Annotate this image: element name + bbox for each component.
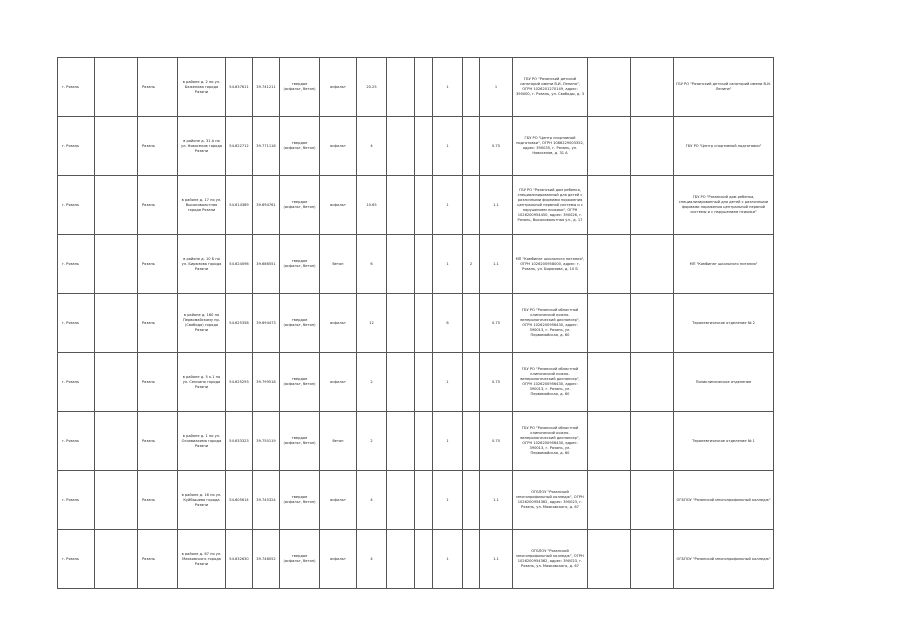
- volume-cell: 1.1: [480, 471, 513, 530]
- extra2-cell: [631, 235, 674, 294]
- containers-cell: [387, 176, 415, 235]
- count-cell: 6: [433, 294, 463, 353]
- address-cell: в районе д. 67 по ул. Маяковского города Рязани: [178, 530, 226, 589]
- locality-cell: г. Рязань: [58, 471, 95, 530]
- containers2-cell: [415, 176, 433, 235]
- extra2-cell: [631, 117, 674, 176]
- containers2-cell: [415, 294, 433, 353]
- containers2-cell: [415, 58, 433, 117]
- count-cell: 1: [433, 117, 463, 176]
- locality-cell: г. Рязань: [58, 117, 95, 176]
- longitude-cell: 39.694473: [253, 294, 280, 353]
- containers2-cell: [415, 353, 433, 412]
- extra-cell: [588, 235, 631, 294]
- volume-cell: 0.75: [480, 412, 513, 471]
- district-cell: [95, 176, 138, 235]
- extra-cell: [588, 294, 631, 353]
- surface-type-cell: твердое (асфальт, бетон): [280, 353, 320, 412]
- surface-material-cell: асфальт: [320, 471, 357, 530]
- longitude-cell: 39.748052: [253, 530, 280, 589]
- count-cell: 1: [433, 58, 463, 117]
- count2-cell: [463, 412, 480, 471]
- address-cell: в районе д. 16 по ул. Куйбышева города Рязани: [178, 471, 226, 530]
- count-cell: 1: [433, 412, 463, 471]
- count-cell: 1: [433, 353, 463, 412]
- count2-cell: 2: [463, 235, 480, 294]
- city-cell: Рязань: [138, 294, 178, 353]
- extra2-cell: [631, 294, 674, 353]
- volume-cell: 1.1: [480, 235, 513, 294]
- volume-cell: 0.75: [480, 353, 513, 412]
- table-row: [58, 530, 774, 589]
- containers-cell: [387, 235, 415, 294]
- count2-cell: [463, 58, 480, 117]
- surface-material-cell: бетон: [320, 412, 357, 471]
- containers2-cell: [415, 530, 433, 589]
- city-cell: Рязань: [138, 176, 178, 235]
- longitude-cell: 39.741211: [253, 58, 280, 117]
- longitude-cell: 39.694761: [253, 176, 280, 235]
- surface-type-cell: твердое (асфальт, бетон): [280, 58, 320, 117]
- volume-cell: 1.1: [480, 530, 513, 589]
- count2-cell: [463, 294, 480, 353]
- containers2-cell: [415, 117, 433, 176]
- district-cell: [95, 412, 138, 471]
- area-cell: 4: [357, 117, 387, 176]
- count2-cell: [463, 176, 480, 235]
- containers-cell: [387, 294, 415, 353]
- address-cell: в районе д. 160 по Первомайскому пр. (Свобода) города Рязани: [178, 294, 226, 353]
- surface-material-cell: асфальт: [320, 176, 357, 235]
- count2-cell: [463, 530, 480, 589]
- count2-cell: [463, 471, 480, 530]
- locality-cell: г. Рязань: [58, 412, 95, 471]
- extra2-cell: [631, 471, 674, 530]
- area-cell: 12: [357, 294, 387, 353]
- district-cell: [95, 58, 138, 117]
- latitude-cell: 54.625358: [226, 294, 253, 353]
- area-cell: 2: [357, 412, 387, 471]
- owner-cell: МП "Комбинат школьного питания", ОГРН 1026200958000, адрес: г. Рязань, ул. Бирюзова, д. 10 Б: [513, 235, 588, 294]
- city-cell: Рязань: [138, 235, 178, 294]
- city-cell: Рязань: [138, 353, 178, 412]
- surface-material-cell: бетон: [320, 235, 357, 294]
- latitude-cell: 54.633323: [226, 412, 253, 471]
- longitude-cell: 39.750119: [253, 412, 280, 471]
- table-row: [58, 353, 774, 412]
- surface-type-cell: твердое (асфальт, бетон): [280, 176, 320, 235]
- address-cell: в районе д. 5 к.1 по ул. Семчино города Рязани: [178, 353, 226, 412]
- district-cell: [95, 353, 138, 412]
- latitude-cell: 54.605614: [226, 471, 253, 530]
- table-row: [58, 176, 774, 235]
- surface-material-cell: асфальт: [320, 353, 357, 412]
- surface-material-cell: асфальт: [320, 294, 357, 353]
- address-cell: в районе д. 17 по ул. Высоковольтная города Рязани: [178, 176, 226, 235]
- source-cell: ОГБПОУ "Рязанский многопрофильный колледж": [674, 530, 774, 589]
- surface-type-cell: твердое (асфальт, бетон): [280, 530, 320, 589]
- table-row: [58, 294, 774, 353]
- count-cell: 1: [433, 176, 463, 235]
- locality-cell: г. Рязань: [58, 176, 95, 235]
- source-cell: МП "Комбинат школьного питания": [674, 235, 774, 294]
- source-cell: ГБУ РО "Рязанский дом ребенка, специализированный для детей с различными формами поражения центральной нервной системы и с нарушением психики": [674, 176, 774, 235]
- containers-cell: [387, 530, 415, 589]
- registry-table: [57, 57, 774, 589]
- owner-cell: ГБУ РО "Рязанский дом ребенка, специализированный для детей с различными формами поражения центральной нервной системы и с нарушением психики", ОГРН 1026200954450, адрес: 390026, г. Рязань, Высоковольтная ул., д. 17: [513, 176, 588, 235]
- district-cell: [95, 530, 138, 589]
- owner-cell: ГБУ РО "Рязанский детский санаторий имени В.И. Ленина", ОГРН 1026201270149, адрес: 390000, г. Рязань, ул. Свободы, д. 3: [513, 58, 588, 117]
- locality-cell: г. Рязань: [58, 235, 95, 294]
- count2-cell: [463, 353, 480, 412]
- surface-type-cell: твердое (асфальт, бетон): [280, 471, 320, 530]
- table-row: [58, 117, 774, 176]
- address-cell: в районе д. 31 А по ул. Новоселов города Рязани: [178, 117, 226, 176]
- longitude-cell: 39.686551: [253, 235, 280, 294]
- owner-cell: ГБУ РО "Рязанский областной клинический кожно-венерологический диспансер", ОГРН 1026200956430, адрес: 390013, г. Рязань, ул. Первомайская, д. 60: [513, 294, 588, 353]
- extra-cell: [588, 412, 631, 471]
- containers2-cell: [415, 412, 433, 471]
- owner-cell: ГБУ РО "Рязанский областной клинический кожно-венерологический диспансер", ОГРН 1026200956430, адрес: 390013, г. Рязань, ул. Первомайская, д. 60: [513, 412, 588, 471]
- surface-material-cell: асфальт: [320, 58, 357, 117]
- extra-cell: [588, 353, 631, 412]
- extra-cell: [588, 176, 631, 235]
- extra-cell: [588, 530, 631, 589]
- area-cell: 10.65: [357, 176, 387, 235]
- area-cell: 20.25: [357, 58, 387, 117]
- containers-cell: [387, 353, 415, 412]
- table-row: [58, 58, 774, 117]
- extra-cell: [588, 117, 631, 176]
- volume-cell: 1: [480, 58, 513, 117]
- table-row: [58, 471, 774, 530]
- table-row: [58, 235, 774, 294]
- volume-cell: 0.75: [480, 294, 513, 353]
- locality-cell: г. Рязань: [58, 530, 95, 589]
- table-row: [58, 412, 774, 471]
- source-cell: Терапевтическое отделение № 1: [674, 412, 774, 471]
- surface-material-cell: асфальт: [320, 117, 357, 176]
- district-cell: [95, 235, 138, 294]
- address-cell: в районе д. 10 Б по ул. Бирюзова города Рязани: [178, 235, 226, 294]
- longitude-cell: 39.771116: [253, 117, 280, 176]
- source-cell: ГБУ РО "Центр спортивной подготовки": [674, 117, 774, 176]
- extra-cell: [588, 58, 631, 117]
- latitude-cell: 54.624096: [226, 235, 253, 294]
- area-cell: 4: [357, 471, 387, 530]
- source-cell: Терапевтическое отделение № 2: [674, 294, 774, 353]
- latitude-cell: 54.632630: [226, 530, 253, 589]
- count-cell: 1: [433, 530, 463, 589]
- source-cell: ОГБПОУ "Рязанский многопрофильный колледж": [674, 471, 774, 530]
- longitude-cell: 39.745324: [253, 471, 280, 530]
- address-cell: в районе д. 1 по ул. Осоавиахима города Рязани: [178, 412, 226, 471]
- extra2-cell: [631, 530, 674, 589]
- address-cell: в районе д. 2 по ул. Баженова города Рязани: [178, 58, 226, 117]
- containers2-cell: [415, 471, 433, 530]
- city-cell: Рязань: [138, 530, 178, 589]
- locality-cell: г. Рязань: [58, 294, 95, 353]
- city-cell: Рязань: [138, 412, 178, 471]
- locality-cell: г. Рязань: [58, 58, 95, 117]
- containers-cell: [387, 471, 415, 530]
- volume-cell: 1.1: [480, 176, 513, 235]
- longitude-cell: 39.799518: [253, 353, 280, 412]
- latitude-cell: 54.622712: [226, 117, 253, 176]
- containers-cell: [387, 117, 415, 176]
- area-cell: 4: [357, 530, 387, 589]
- district-cell: [95, 294, 138, 353]
- city-cell: Рязань: [138, 117, 178, 176]
- district-cell: [95, 117, 138, 176]
- district-cell: [95, 471, 138, 530]
- owner-cell: ГБУ РО "Центр спортивной подготовки", ОГРН 1086229003352, адрес: 390035, г. Рязань, ул. Новоселов, д. 31 А: [513, 117, 588, 176]
- source-cell: ГБУ РО "Рязанский детский санаторий имени В.И. Ленина": [674, 58, 774, 117]
- source-cell: Поликлиническое отделение: [674, 353, 774, 412]
- surface-type-cell: твердое (асфальт, бетон): [280, 412, 320, 471]
- surface-type-cell: твердое (асфальт, бетон): [280, 235, 320, 294]
- extra2-cell: [631, 412, 674, 471]
- owner-cell: ГБУ РО "Рязанский областной клинический кожно-венерологический диспансер", ОГРН 1026200956430, адрес: 390013, г. Рязань, ул. Первомайская, д. 60: [513, 353, 588, 412]
- volume-cell: 0.75: [480, 117, 513, 176]
- surface-type-cell: твердое (асфальт, бетон): [280, 117, 320, 176]
- count2-cell: [463, 117, 480, 176]
- containers-cell: [387, 58, 415, 117]
- latitude-cell: 54.625293: [226, 353, 253, 412]
- owner-cell: ОГБПОУ "Рязанский многопрофильный колледж", ОГРН 1026200954362, адрес: 390023, г. Рязань, ул. Маяковского, д. 67: [513, 530, 588, 589]
- city-cell: Рязань: [138, 58, 178, 117]
- area-cell: 2: [357, 353, 387, 412]
- latitude-cell: 54.614389: [226, 176, 253, 235]
- containers2-cell: [415, 235, 433, 294]
- extra-cell: [588, 471, 631, 530]
- count-cell: 1: [433, 235, 463, 294]
- extra2-cell: [631, 176, 674, 235]
- extra2-cell: [631, 58, 674, 117]
- surface-material-cell: асфальт: [320, 530, 357, 589]
- containers-cell: [387, 412, 415, 471]
- locality-cell: г. Рязань: [58, 353, 95, 412]
- count-cell: 1: [433, 471, 463, 530]
- owner-cell: ОГБПОУ "Рязанский многопрофильный колледж", ОГРН 1026200954362, адрес: 390023, г. Рязань, ул. Маяковского, д. 67: [513, 471, 588, 530]
- city-cell: Рязань: [138, 471, 178, 530]
- extra2-cell: [631, 353, 674, 412]
- latitude-cell: 54.637611: [226, 58, 253, 117]
- area-cell: 6: [357, 235, 387, 294]
- surface-type-cell: твердое (асфальт, бетон): [280, 294, 320, 353]
